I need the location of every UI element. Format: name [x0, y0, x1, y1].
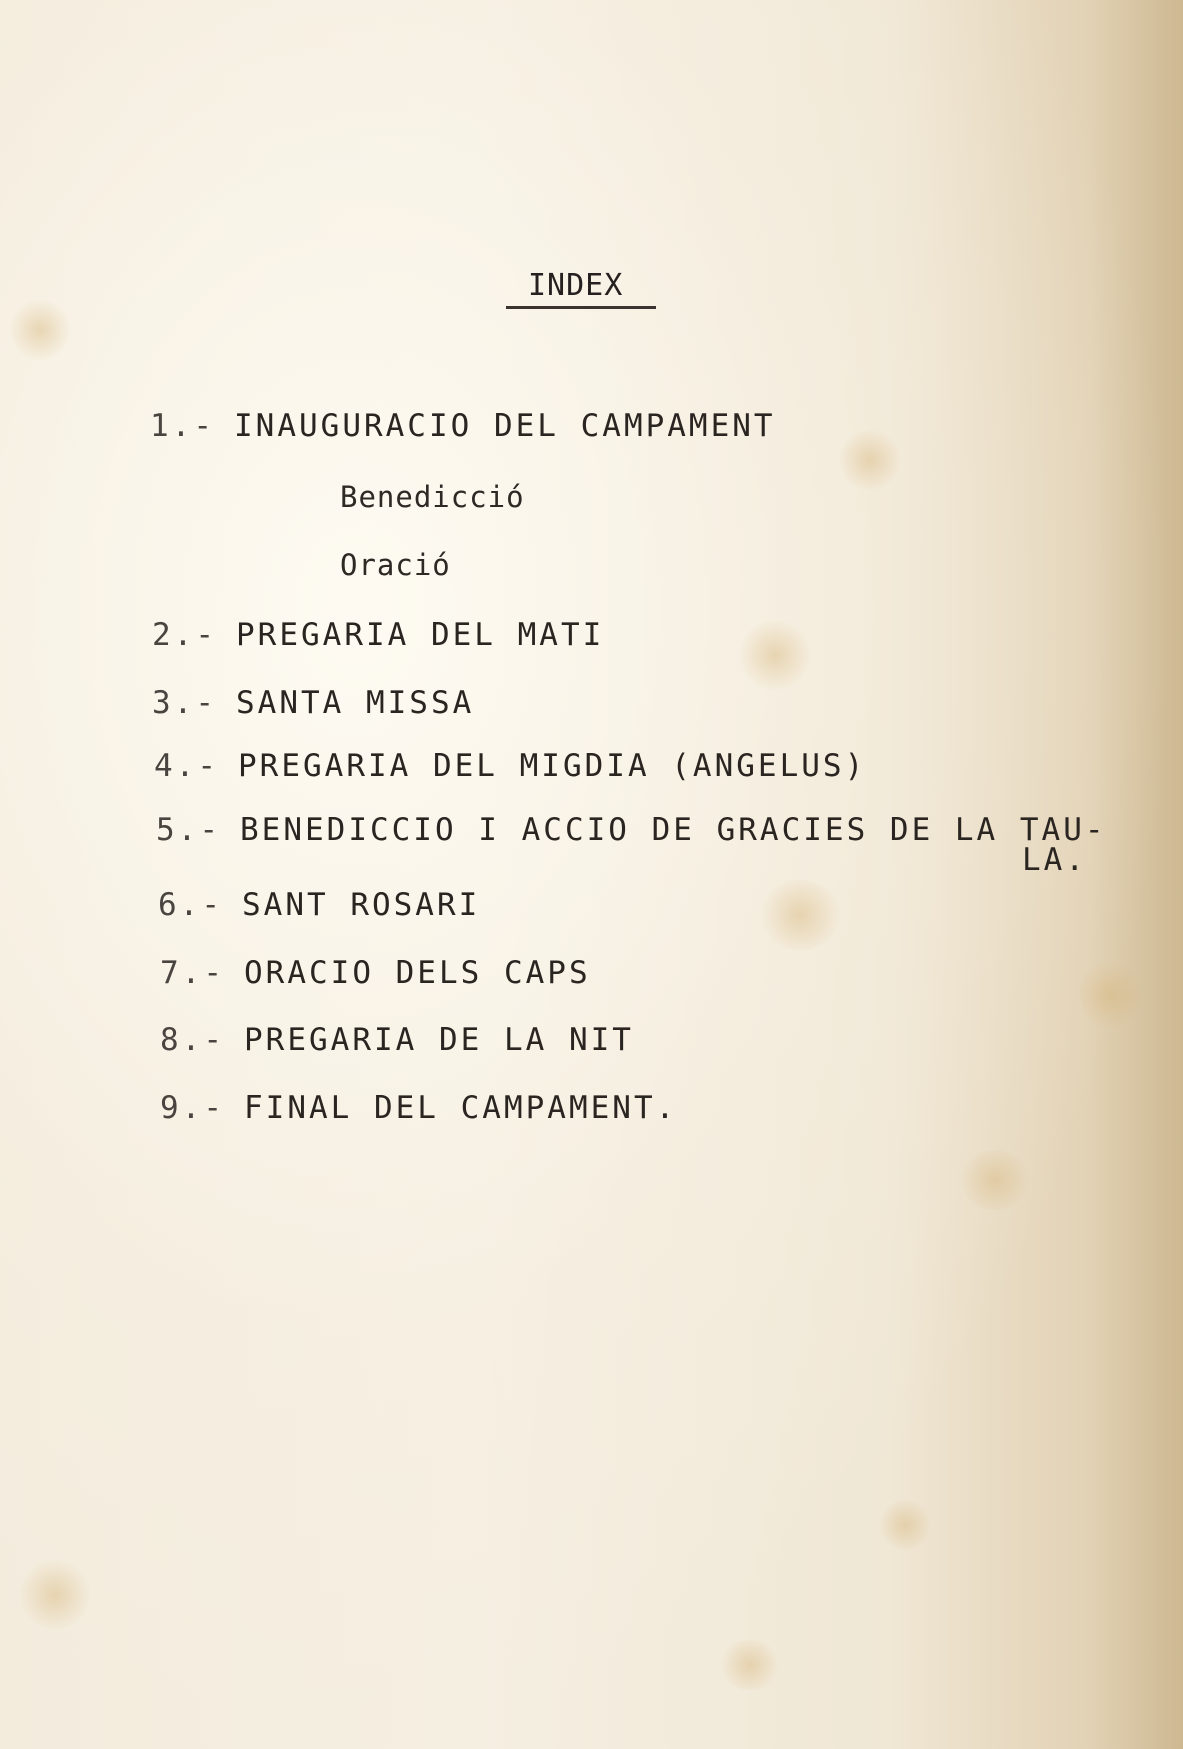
index-subitem: Oració	[340, 548, 451, 582]
foxing-spot	[880, 1500, 930, 1550]
entry-text: PREGARIA DEL MATI	[236, 617, 605, 653]
index-entry-5	[156, 812, 1107, 848]
index-entry-6	[158, 887, 480, 923]
entry-number: 4.-	[154, 748, 219, 784]
entry-number: 7.-	[160, 955, 225, 991]
index-entry-4	[154, 748, 866, 784]
entry-number: 6.-	[158, 887, 223, 923]
entry-text: ORACIO DELS CAPS	[244, 955, 591, 991]
entry-text: INAUGURACIO DEL CAMPAMENT	[234, 408, 776, 444]
entry-text: PREGARIA DE LA NIT	[244, 1022, 634, 1058]
index-entry-3	[152, 685, 474, 721]
foxing-spot	[960, 1150, 1030, 1210]
foxing-spot	[840, 430, 900, 490]
index-entry-2	[152, 617, 604, 653]
foxing-spot	[740, 620, 810, 690]
index-entry-9	[160, 1090, 677, 1126]
entry-number: 1.-	[150, 408, 215, 444]
entry-number: 3.-	[152, 685, 217, 721]
index-entry-8	[160, 1022, 634, 1058]
foxing-spot	[10, 300, 70, 360]
entry-number: 2.-	[152, 617, 217, 653]
entry-text: FINAL DEL CAMPAMENT.	[244, 1090, 678, 1126]
entry-text: SANTA MISSA	[236, 685, 475, 721]
entry-continuation: LA.	[1022, 842, 1087, 878]
foxing-spot	[1080, 960, 1140, 1030]
entry-number: 8.-	[160, 1022, 225, 1058]
index-subitem: Benedicció	[340, 480, 525, 514]
entry-number: 5.-	[156, 812, 221, 848]
entry-text: BENEDICCIO I ACCIO DE GRACIES DE LA TAU-	[240, 812, 1107, 848]
foxing-spot	[20, 1560, 90, 1630]
page-title: INDEX	[528, 268, 624, 303]
index-entry-1	[150, 408, 776, 444]
entry-text: PREGARIA DEL MIGDIA (ANGELUS)	[238, 748, 867, 784]
foxing-spot	[760, 880, 840, 950]
entry-number: 9.-	[160, 1090, 225, 1126]
index-entry-7	[160, 955, 591, 991]
foxing-spot	[720, 1640, 780, 1690]
title-underline	[506, 306, 656, 309]
entry-text: SANT ROSARI	[242, 887, 481, 923]
